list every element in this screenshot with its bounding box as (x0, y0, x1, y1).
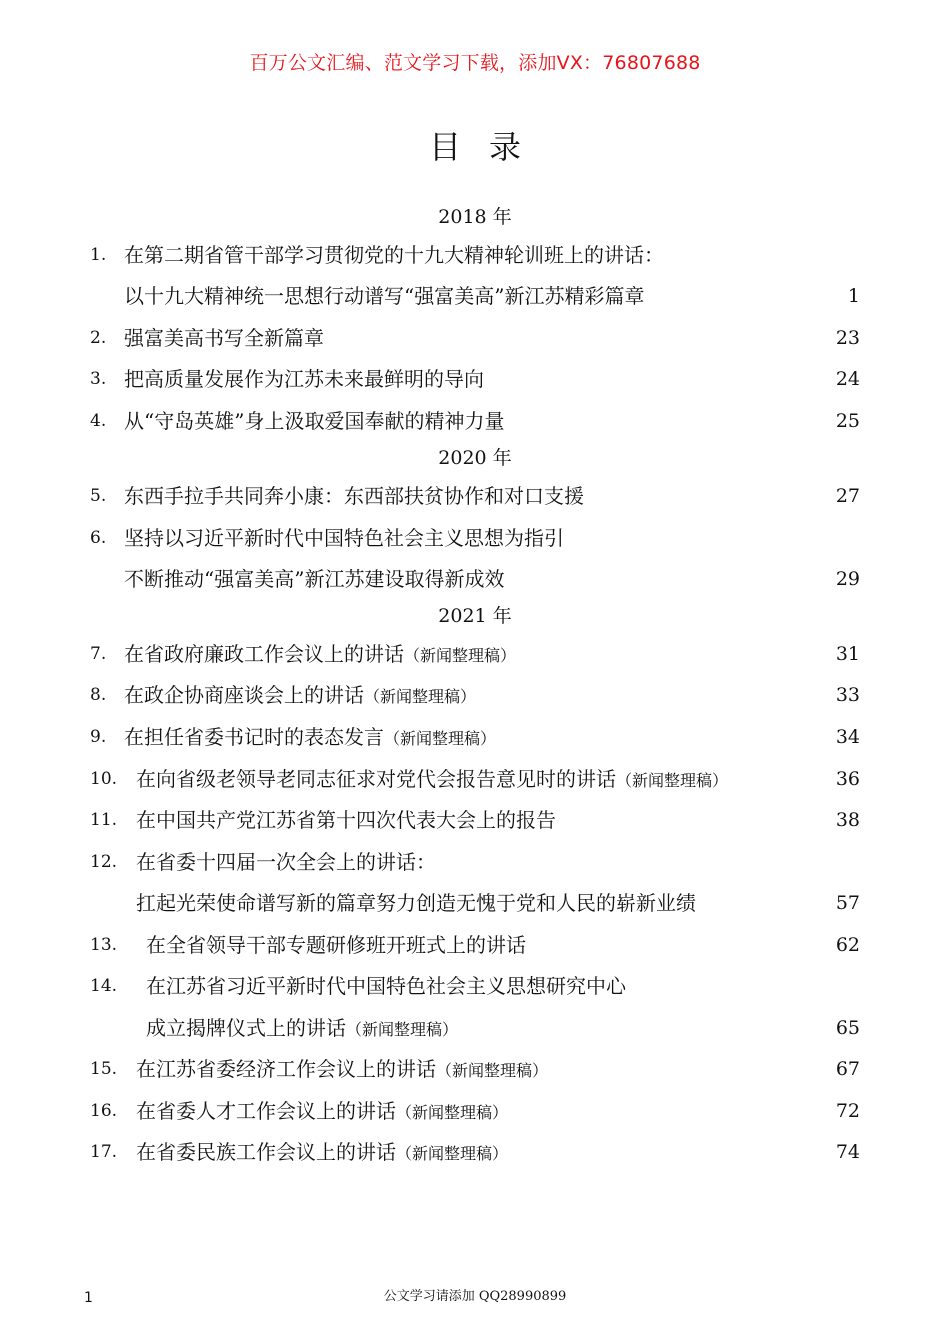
entry-number: 16. (90, 1101, 118, 1121)
year-heading-2021: 2021 年 (438, 605, 512, 627)
entry-title: 从“守岛英雄”身上汲取爱国奉献的精神力量 (124, 409, 505, 433)
entry-title: 在省委人才工作会议上的讲话 (136, 1099, 396, 1123)
entry-page: 65 (835, 1017, 860, 1039)
entry-note: （新闻整理稿） (396, 1103, 509, 1122)
toc-entry-6-line2[interactable] (0, 564, 950, 594)
entry-title: 在担任省委书记时的表态发言 (124, 725, 384, 749)
entry-number: 14. (90, 976, 118, 996)
entry-title: 在省政府廉政工作会议上的讲话 (124, 642, 404, 666)
entry-title: 在政企协商座谈会上的讲话 (124, 683, 364, 707)
entry-title: 把高质量发展作为江苏未来最鲜明的导向 (124, 367, 484, 391)
entry-page: 67 (835, 1058, 860, 1080)
entry-number: 17. (90, 1142, 118, 1162)
entry-page: 27 (835, 485, 860, 507)
entry-number: 7. (90, 644, 107, 664)
entry-page: 36 (835, 768, 860, 790)
entry-page: 72 (835, 1100, 860, 1122)
entry-page: 24 (835, 368, 860, 390)
entry-number: 9. (90, 727, 107, 747)
year-heading-2020: 2020 年 (438, 447, 512, 469)
page-number: 1 (84, 1290, 93, 1306)
toc-entry-6[interactable] (0, 523, 950, 553)
entry-number: 8. (90, 685, 107, 705)
entry-page: 31 (835, 643, 860, 665)
toc-entry-8[interactable] (0, 680, 950, 710)
toc-entry-4[interactable] (0, 406, 950, 436)
toc-entry-7[interactable] (0, 639, 950, 669)
entry-title-line2: 成立揭牌仪式上的讲话 (146, 1016, 346, 1040)
entry-title-line1: 在省委十四届一次全会上的讲话： (136, 850, 436, 874)
year-heading-2018: 2018 年 (438, 206, 512, 228)
entry-page: 33 (835, 684, 860, 706)
entry-title: 东西手拉手共同奔小康：东西部扶贫协作和对口支援 (124, 484, 584, 508)
entry-note: （新闻整理稿） (364, 687, 477, 706)
entry-title-line1: 在第二期省管干部学习贯彻党的十九大精神轮训班上的讲话： (124, 243, 664, 267)
toc-entry-14-line2[interactable] (0, 1013, 950, 1043)
entry-title: 在向省级老领导老同志征求对党代会报告意见时的讲话 (136, 767, 616, 791)
toc-entry-1-line2[interactable] (0, 281, 950, 311)
entry-page: 1 (847, 285, 860, 307)
toc-entry-1[interactable] (0, 240, 950, 270)
entry-title-line1: 在江苏省习近平新时代中国特色社会主义思想研究中心 (146, 974, 626, 998)
entry-title-line2: 不断推动“强富美高”新江苏建设取得新成效 (124, 567, 505, 591)
entry-page: 23 (835, 327, 860, 349)
entry-number: 5. (90, 486, 107, 506)
toc-entry-9[interactable] (0, 722, 950, 752)
entry-note: （新闻整理稿） (404, 646, 517, 665)
toc-entry-12-line2[interactable] (0, 888, 950, 918)
toc-entry-13[interactable] (0, 930, 950, 960)
toc-entry-2[interactable] (0, 323, 950, 353)
toc-entry-11[interactable] (0, 805, 950, 835)
entry-title-line2: 扛起光荣使命谱写新的篇章努力创造无愧于党和人民的崭新业绩 (136, 891, 696, 915)
toc-entry-3[interactable] (0, 364, 950, 394)
entry-title: 在省委民族工作会议上的讲话 (136, 1140, 396, 1164)
entry-title-line2: 以十九大精神统一思想行动谱写“强富美高”新江苏精彩篇章 (124, 284, 645, 308)
entry-number: 4. (90, 411, 107, 431)
entry-page: 29 (835, 568, 860, 590)
entry-number: 13. (90, 935, 118, 955)
page-title: 目录 (428, 128, 549, 166)
entry-number: 3. (90, 369, 107, 389)
toc-entry-10[interactable] (0, 764, 950, 794)
footer-note: 公文学习请添加 QQ28990899 (383, 1289, 567, 1304)
entry-note: （新闻整理稿） (396, 1144, 509, 1163)
entry-number: 1. (90, 245, 107, 265)
toc-entry-12[interactable] (0, 847, 950, 877)
promo-banner: 百万公文汇编、范文学习下载，添加VX：76807688 (249, 52, 701, 74)
entry-number: 6. (90, 528, 107, 548)
toc-entry-17[interactable] (0, 1137, 950, 1167)
entry-title: 在江苏省委经济工作会议上的讲话 (136, 1057, 436, 1081)
entry-page: 57 (835, 892, 860, 914)
entry-note: （新闻整理稿） (384, 729, 497, 748)
toc-entry-15[interactable] (0, 1054, 950, 1084)
entry-page: 34 (835, 726, 860, 748)
entry-note: （新闻整理稿） (616, 771, 729, 790)
entry-number: 2. (90, 328, 107, 348)
toc-entry-16[interactable] (0, 1096, 950, 1126)
entry-page: 38 (835, 809, 860, 831)
entry-page: 25 (835, 410, 860, 432)
entry-title: 在全省领导干部专题研修班开班式上的讲话 (146, 933, 526, 957)
entry-number: 10. (90, 769, 118, 789)
entry-note: （新闻整理稿） (346, 1020, 459, 1039)
entry-note: （新闻整理稿） (436, 1061, 549, 1080)
entry-number: 12. (90, 852, 118, 872)
entry-number: 15. (90, 1059, 118, 1079)
entry-page: 74 (835, 1141, 860, 1163)
toc-entry-14[interactable] (0, 971, 950, 1001)
entry-title: 在中国共产党江苏省第十四次代表大会上的报告 (136, 808, 556, 832)
entry-number: 11. (90, 810, 118, 830)
entry-title: 强富美高书写全新篇章 (124, 326, 324, 350)
toc-entry-5[interactable] (0, 481, 950, 511)
entry-title-line1: 坚持以习近平新时代中国特色社会主义思想为指引 (124, 526, 564, 550)
entry-page: 62 (835, 934, 860, 956)
